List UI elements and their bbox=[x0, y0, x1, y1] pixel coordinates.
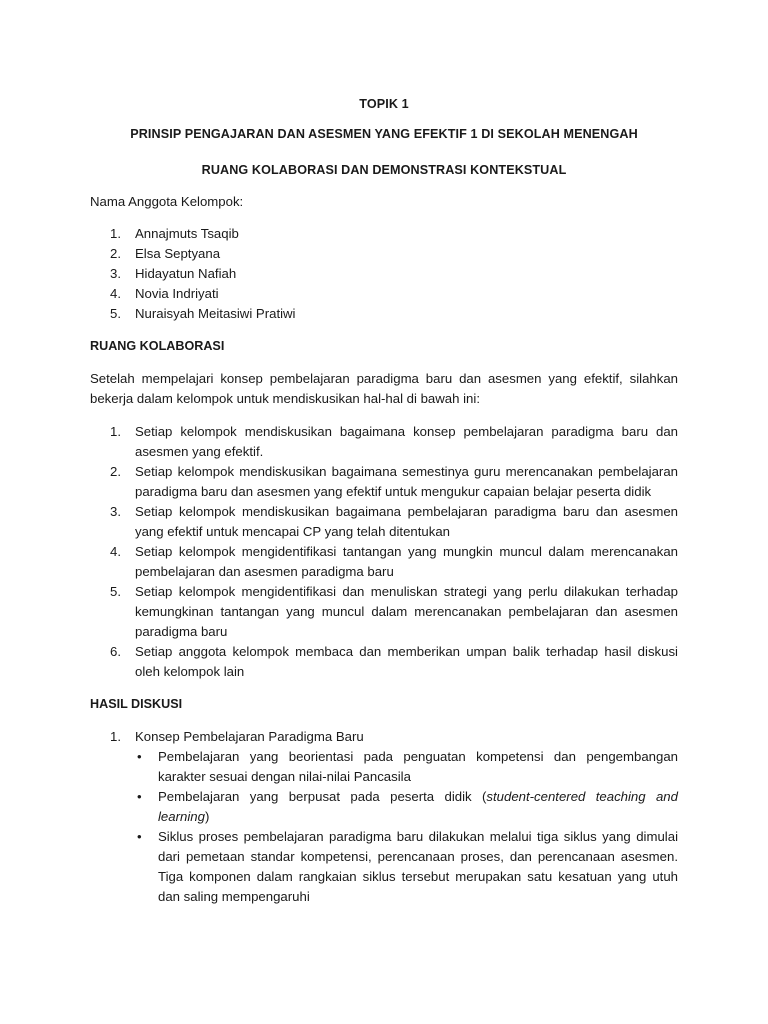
task-text: Setiap anggota kelompok membaca dan memberikan umpan balik terhadap hasil diskusi oleh kelompok lain bbox=[135, 644, 678, 679]
bullet-text: Pembelajaran yang berpusat pada peserta didik ( bbox=[158, 789, 487, 804]
list-number: 2. bbox=[110, 464, 121, 479]
list-item bbox=[90, 502, 678, 542]
bullet-icon: • bbox=[137, 749, 142, 764]
list-item bbox=[90, 304, 678, 324]
member-name: Annajmuts Tsaqib bbox=[135, 226, 239, 241]
bullet-item bbox=[135, 747, 678, 787]
list-item bbox=[90, 244, 678, 264]
kolaborasi-intro: Setelah mempelajari konsep pembelajaran paradigma baru dan asesmen yang efektif, silahkan bekerja dalam kelompok untuk mendiskusikan hal-hal di bawah ini: bbox=[90, 371, 678, 406]
section-heading-hasil: HASIL DISKUSI bbox=[90, 697, 183, 711]
list-number: 2. bbox=[110, 246, 121, 261]
task-text: Setiap kelompok mengidentifikasi dan menuliskan strategi yang perlu dilakukan terhadap kemungkinan tantangan yang muncul dalam merencanakan pembelajaran dan asesmen paradigma baru bbox=[135, 584, 678, 639]
list-number: 1. bbox=[110, 226, 121, 241]
bullet-italic-text: student-centered teaching and learning bbox=[158, 789, 678, 824]
bullet-icon: • bbox=[137, 829, 142, 844]
list-number: 3. bbox=[110, 266, 121, 281]
list-number: 5. bbox=[110, 306, 121, 321]
list-item bbox=[90, 542, 678, 582]
list-item bbox=[90, 642, 678, 682]
members-label: Nama Anggota Kelompok: bbox=[90, 194, 244, 209]
results-section bbox=[90, 727, 678, 907]
bullet-text: Pembelajaran yang beorientasi pada penguatan kompetensi dan pengembangan karakter sesuai dengan nilai-nilai Pancasila bbox=[158, 749, 678, 784]
document-title: PRINSIP PENGAJARAN DAN ASESMEN YANG EFEKTIF 1 DI SEKOLAH MENENGAH bbox=[130, 127, 638, 141]
list-number: 4. bbox=[110, 286, 121, 301]
list-item bbox=[90, 284, 678, 304]
topic-heading: TOPIK 1 bbox=[359, 97, 409, 111]
bullet-item bbox=[135, 787, 678, 827]
list-number: 4. bbox=[110, 544, 121, 559]
list-number: 1. bbox=[110, 424, 121, 439]
bullet-item bbox=[135, 827, 678, 907]
results-list bbox=[90, 727, 678, 747]
members-list bbox=[90, 224, 678, 324]
list-number: 1. bbox=[110, 729, 121, 744]
bullet-text-after: ) bbox=[204, 809, 210, 824]
tasks-list bbox=[90, 422, 678, 682]
list-item bbox=[90, 224, 678, 244]
result-title: Konsep Pembelajaran Paradigma Baru bbox=[135, 729, 364, 744]
document-subtitle: RUANG KOLABORASI DAN DEMONSTRASI KONTEKSTUAL bbox=[201, 163, 567, 177]
bullet-text: Siklus proses pembelajaran paradigma baru dilakukan melalui tiga siklus yang dimulai dari pemetaan standar kompetensi, perencanaan proses, dan perencanaan asesmen. Tiga komponen dalam rangkaian siklus tersebut merupakan satu kesatuan yang utuh dan saling mempengaruhi bbox=[158, 829, 678, 904]
list-item bbox=[90, 582, 678, 642]
bullet-icon: • bbox=[137, 789, 142, 804]
list-number: 5. bbox=[110, 584, 121, 599]
member-name: Nuraisyah Meitasiwi Pratiwi bbox=[135, 306, 296, 321]
task-text: Setiap kelompok mendiskusikan bagaimana semestinya guru merencanakan pembelajaran paradigma baru dan asesmen yang efektif untuk mengukur capaian belajar peserta didik bbox=[135, 464, 678, 499]
task-text: Setiap kelompok mendiskusikan bagaimana konsep pembelajaran paradigma baru dan asesmen yang efektif. bbox=[135, 424, 678, 459]
results-bullets bbox=[135, 747, 678, 907]
member-name: Hidayatun Nafiah bbox=[135, 266, 237, 281]
list-item bbox=[90, 422, 678, 462]
list-item bbox=[90, 264, 678, 284]
member-name: Elsa Septyana bbox=[135, 246, 221, 261]
task-text: Setiap kelompok mengidentifikasi tantangan yang mungkin muncul dalam merencanakan pembelajaran dan asesmen paradigma baru bbox=[135, 544, 678, 579]
list-number: 3. bbox=[110, 504, 121, 519]
member-name: Novia Indriyati bbox=[135, 286, 219, 301]
list-item bbox=[90, 727, 678, 747]
task-text: Setiap kelompok mendiskusikan bagaimana pembelajaran paradigma baru dan asesmen yang efektif untuk mencapai CP yang telah ditentukan bbox=[135, 504, 678, 539]
list-number: 6. bbox=[110, 644, 121, 659]
section-heading-kolaborasi: RUANG KOLABORASI bbox=[90, 339, 225, 353]
list-item bbox=[90, 462, 678, 502]
